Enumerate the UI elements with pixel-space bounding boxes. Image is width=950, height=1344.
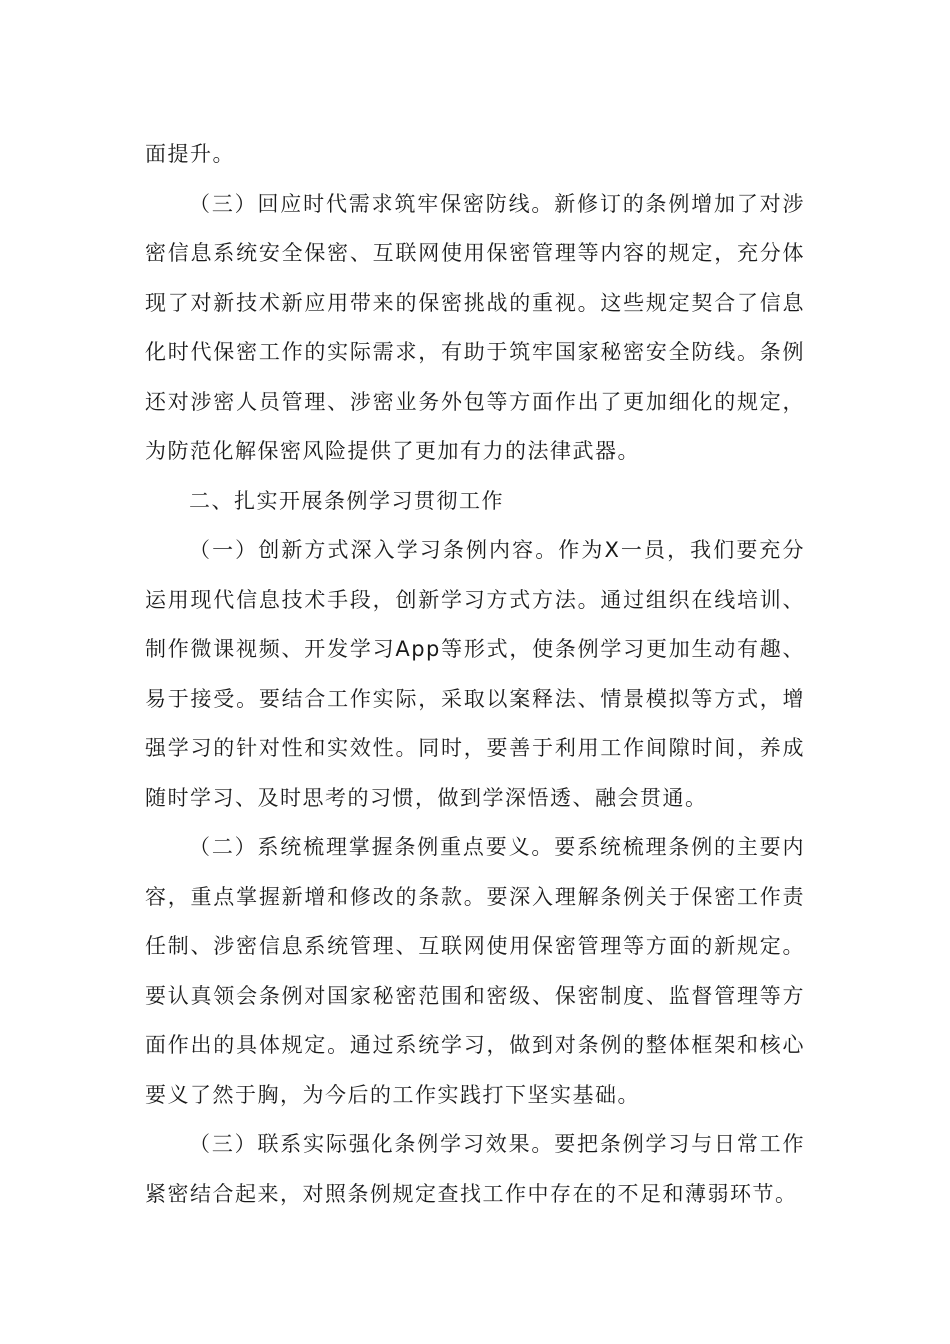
paragraph-section-2-1: （一）创新方式深入学习条例内容。作为X一员，我们要充分运用现代信息技术手段，创新学习方式方法。通过组织在线培训、制作微课视频、开发学习App等形式，使条例学习更加生动有趣、易于接受。要结合工作实际，采取以案释法、情景模拟等方式，增强学习的针对性和实效性。同时，要善于利用工作间隙时间，养成随时学习、及时思考的习惯，做到学深悟透、融会贯通。 xyxy=(145,538,805,810)
document-body xyxy=(145,130,805,1219)
section-heading-2: 二、扎实开展条例学习贯彻工作 xyxy=(189,488,504,513)
paragraph-section-1-3: （三）回应时代需求筑牢保密防线。新修订的条例增加了对涉密信息系统安全保密、互联网使用保密管理等内容的规定，充分体现了对新技术新应用带来的保密挑战的重视。这些规定契合了信息化时代保密工作的实际需求，有助于筑牢国家秘密安全防线。条例还对涉密人员管理、涉密业务外包等方面作出了更加细化的规定，为防范化解保密风险提供了更加有力的法律武器。 xyxy=(145,191,805,463)
paragraph-section-2-2: （二）系统梳理掌握条例重点要义。要系统梳理条例的主要内容，重点掌握新增和修改的条款。要深入理解条例关于保密工作责任制、涉密信息系统管理、互联网使用保密管理等方面的新规定。要认真领会条例对国家秘密范围和密级、保密制度、监督管理等方面作出的具体规定。通过系统学习，做到对条例的整体框架和核心要义了然于胸，为今后的工作实践打下坚实基础。 xyxy=(145,835,805,1107)
paragraph-continuation: 面提升。 xyxy=(145,142,235,166)
paragraph-section-2-3: （三）联系实际强化条例学习效果。要把条例学习与日常工作紧密结合起来，对照条例规定查找工作中存在的不足和薄弱环节。 xyxy=(145,1132,805,1206)
